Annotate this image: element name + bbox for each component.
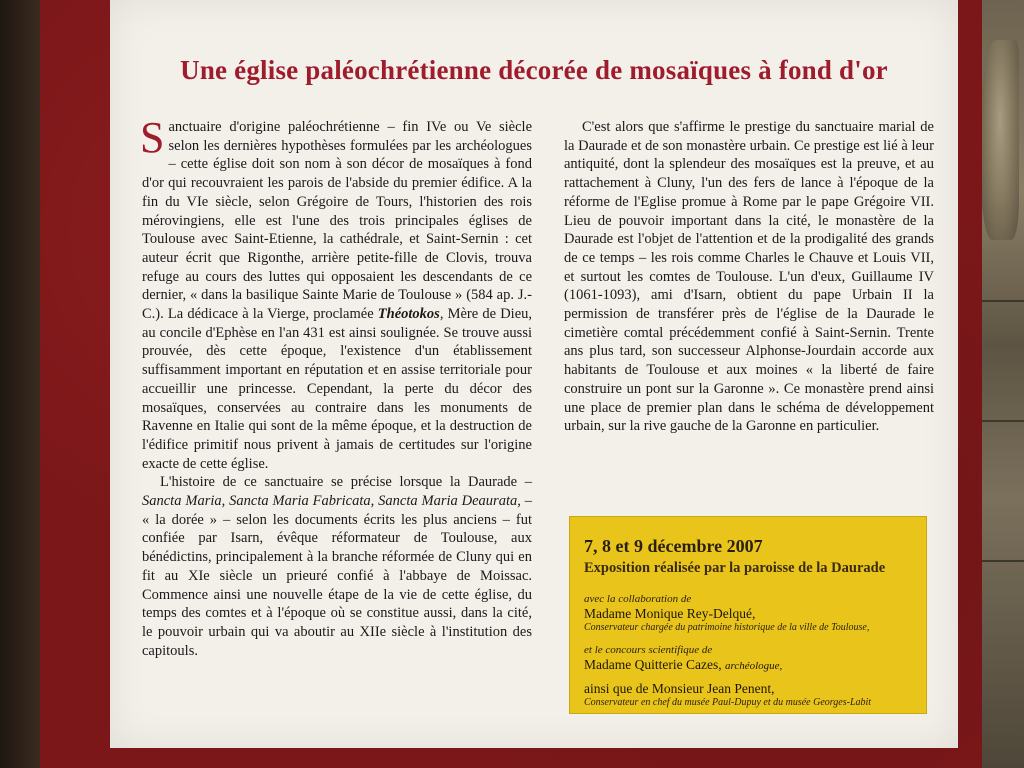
left-column	[140, 113, 533, 660]
collaborator-role: Conservateur chargée du patrimoine historique de la ville de Toulouse,	[584, 622, 870, 633]
drop-cap: S	[140, 113, 165, 162]
concours-intro: et le concours scientifique de	[584, 644, 713, 656]
stone-joint	[975, 420, 1024, 422]
latin-names: Sancta Maria, Sancta Maria Fabricata, Sancta Maria Deaurata,	[142, 493, 521, 510]
stone-joint	[975, 300, 1024, 302]
right-column	[564, 118, 934, 436]
left-paragraph-1: Sanctuaire d'origine paléochrétienne – fin IVe ou Ve siècle selon les dernières hypothèses formulées par les archéologues – cette église doit son nom à son décor de mosaïques à fond d'or qui recouvraient les parois de l'abside du premier édifice. A la fin du VIe siècle, selon Grégoire de Tours, l'historien des rois mérovingiens, elle est l'une des trois principales églises de Toulouse avec Saint-Etienne, la cathédrale, et Saint-Sernin : cet auteur écrit que Rigonthe, arrière petite-fille de Clovis, trouva refuge au cours des luttes qui opposaient les descendants de ce dernier, « dans la basilique Sainte Marie de Toulouse » (584 ap. J.-C.). La dédicace à la Vierge, proclamée Théotokos, Mère de Dieu, au concile d'Ephèse en l'an 431 est ainsi soulignée. Se trouve aussi prouvée, dès cette époque, l'existence d'un établissement suffisamment important en réputation et en assise territoriale pour accueillir une princesse. Cependant, la perte du décor des mosaïques, conservées au contraire dans les monuments de Ravenne en Italie qui sont de la même époque, et la destruction de l'édifice primitif nous privent à jamais de certitudes sur l'origine exacte de cette église.	[140, 113, 533, 472]
panel-title: Une église paléochrétienne décorée de mosaïques à fond d'or	[180, 55, 888, 85]
concours-person: Madame Quitterie Cazes, archéologue,	[584, 657, 783, 672]
info-panel	[110, 0, 958, 748]
also-person: ainsi que de Monsieur Jean Penent,	[584, 681, 775, 696]
right-paragraph-1: C'est alors que s'affirme le prestige du sanctuaire marial de la Daurade et de son monastère urbain. Ce prestige est lié à leur antiquité, dont la splendeur des mosaïques est la preuve, et au rattachement à Cluny, l'un des fers de lance à l'époque de la réforme de l'Eglise promue à Rome par le pape Grégoire VII. Lieu de pouvoir important dans la cité, le monastère de la Daurade est l'objet de l'attention et de la prodigalité des grands de ce temps – les rois comme Charles le Chauve et Louis VII, et surtout les comtes de Toulouse. L'un d'eux, Guillaume IV (1061-1093), ami d'Isarn, obtient du pape Urbain II la permission de transférer près de l'église de la Daurade le cimetière comtal précédemment confié à Saint-Sernin. Trente ans plus tard, son successeur Alphonse-Jourdain accorde aux habitants de Toulouse et aux moines « la liberté de faire construire un pont sur la Garonne ». Ce monastère prend ainsi une place de premier plan dans le schéma de développement urbain, sur la rive gauche de la Garonne en particulier.	[564, 119, 934, 435]
carved-stone-ornament	[981, 40, 1019, 240]
also-person-role: Conservateur en chef du musée Paul-Dupuy et du musée Georges-Labit	[584, 697, 872, 708]
panel-red-frame	[40, 0, 982, 768]
stone-wall-background	[975, 0, 1024, 768]
exhibition-organizer: Exposition réalisée par la paroisse de la Daurade	[584, 560, 886, 576]
theotokos-term: Théotokos	[377, 306, 440, 323]
collaboration-intro: avec la collaboration de	[584, 593, 692, 605]
stone-joint	[975, 560, 1024, 562]
exhibition-dates: 7, 8 et 9 décembre 2007	[584, 536, 763, 556]
exhibition-info-box	[570, 517, 926, 713]
collaborator-name: Madame Monique Rey-Delqué,	[584, 606, 756, 621]
left-paragraph-2: L'histoire de ce sanctuaire se précise lorsque la Daurade – Sancta Maria, Sancta Maria Fabricata, Sancta Maria Deaurata, – « la dorée » – selon les documents écrits les plus anciens – fut confiée par Isarn, évêque réformateur de Toulouse, aux bénédictins, principalement à la branche réformée de Cluny qui en fit au XIe siècle un prieuré confié à l'abbaye de Moissac. Commence ainsi une nouvelle étape de la vie de cette église, du temps des comtes et à l'époque où se constitue aussi, dans la cité, le pouvoir urbain qui va aboutir au XIIe siècle à l'institution des capitouls.	[142, 474, 533, 659]
